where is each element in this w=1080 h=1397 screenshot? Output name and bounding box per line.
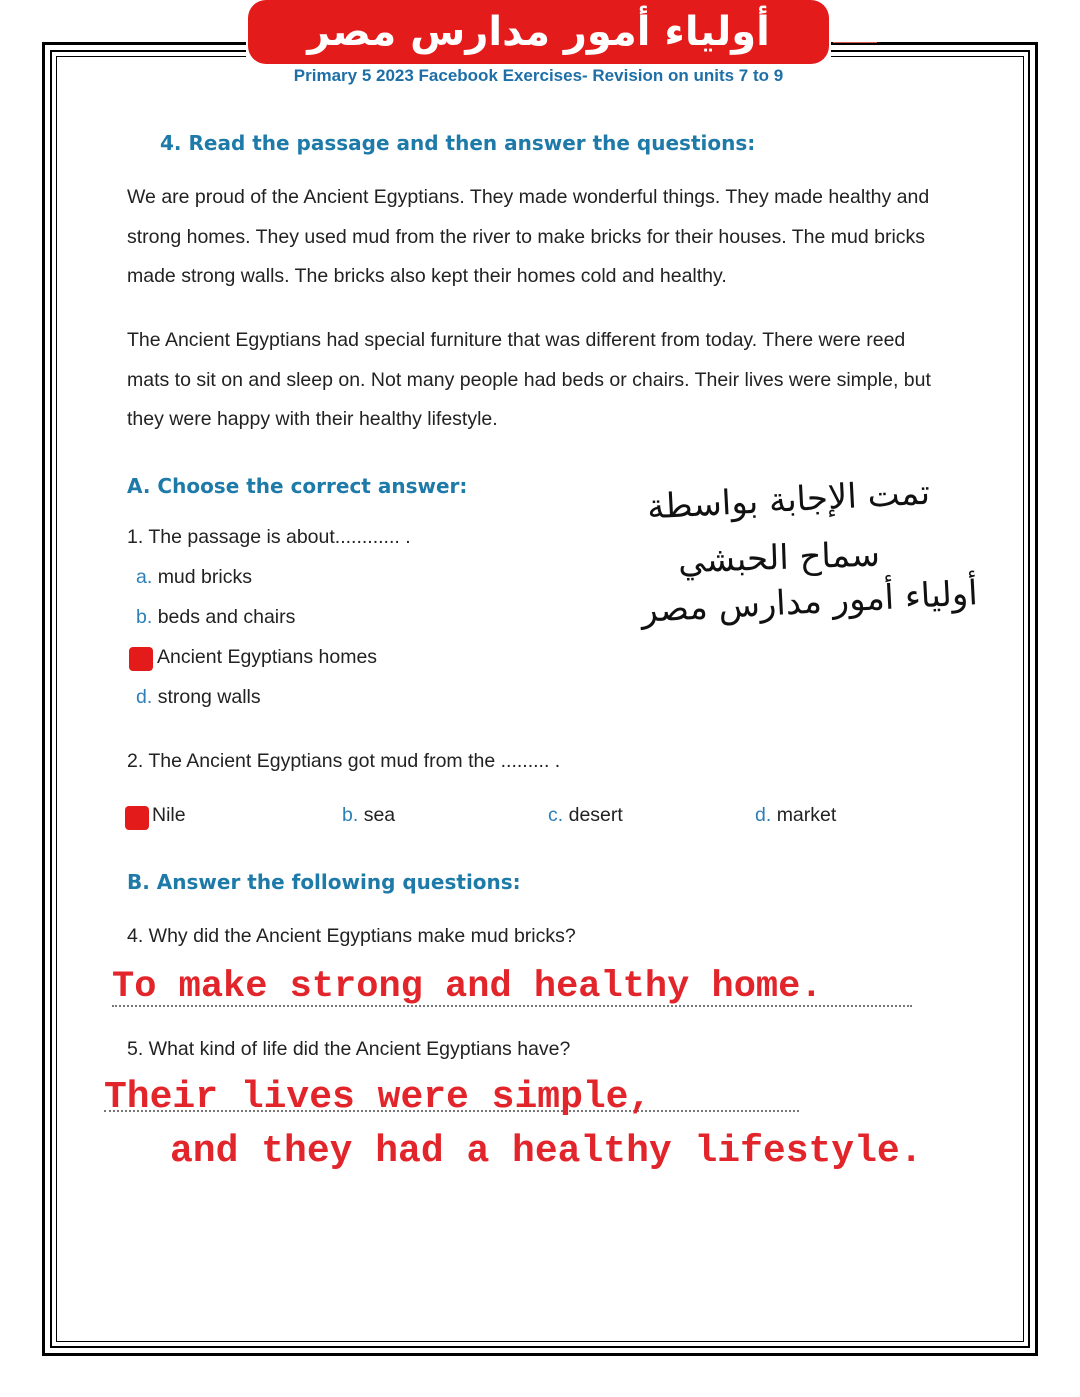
- passage-paragraph-2: [127, 321, 967, 440]
- question-5: 5. What kind of life did the Ancient Egyptians have?: [127, 1038, 571, 1060]
- annotation-line-3: أولياء أمور مدارس مصر: [640, 573, 979, 631]
- passage-line: they were happy with their healthy lifestyle.: [127, 408, 498, 430]
- header-banner: أولياء أمور مدارس مصر: [248, 0, 829, 64]
- part-a-title: A. Choose the correct answer:: [127, 474, 468, 498]
- q2-option-b[interactable]: b. sea: [342, 804, 396, 826]
- answer-mark: [125, 806, 149, 830]
- question-2: 2. The Ancient Egyptians got mud from the ......... .: [127, 750, 561, 772]
- q1-option-c[interactable]: Ancient Egyptians homes: [157, 646, 378, 668]
- q5-handwritten-answer-line-1: Their lives were simple,: [104, 1076, 652, 1119]
- stray-red-line: [833, 42, 877, 43]
- passage-line: made strong walls. The bricks also kept their homes cold and healthy.: [127, 265, 727, 287]
- q1-option-a[interactable]: a. mud bricks: [136, 566, 252, 588]
- passage-paragraph-1: [127, 178, 967, 297]
- q2-option-d[interactable]: d. market: [755, 804, 837, 826]
- annotation-line-1: تمت الإجابة بواسطة: [646, 472, 931, 528]
- passage-line: The Ancient Egyptians had special furniture that was different from today. There were reed: [127, 329, 906, 351]
- answer-mark: [129, 647, 153, 671]
- annotation-line-2: سماح الحبشي: [677, 534, 881, 582]
- header-subtitle: Primary 5 2023 Facebook Exercises- Revision on units 7 to 9: [293, 66, 784, 85]
- passage-line: mats to sit on and sleep on. Not many people had beds or chairs. Their lives were simple, but: [127, 368, 931, 391]
- part-b-title: B. Answer the following questions:: [127, 870, 521, 894]
- q2-option-c[interactable]: c. desert: [548, 804, 623, 826]
- passage-line: We are proud of the Ancient Egyptians. They made wonderful things. They made healthy and: [127, 186, 930, 208]
- q1-option-b[interactable]: b. beds and chairs: [136, 606, 296, 628]
- question-4: 4. Why did the Ancient Egyptians make mud bricks?: [127, 925, 576, 947]
- section-title: 4. Read the passage and then answer the questions:: [160, 131, 756, 155]
- q5-handwritten-answer-line-2: and they had a healthy lifestyle.: [170, 1130, 923, 1173]
- q2-option-a[interactable]: Nile: [152, 804, 186, 826]
- q4-handwritten-answer: To make strong and healthy home.: [112, 966, 823, 1008]
- question-1: 1. The passage is about............ .: [127, 526, 411, 548]
- q1-option-d[interactable]: d. strong walls: [136, 686, 261, 708]
- passage-line: strong homes. They used mud from the river to make bricks for their houses. The mud bricks: [127, 225, 926, 248]
